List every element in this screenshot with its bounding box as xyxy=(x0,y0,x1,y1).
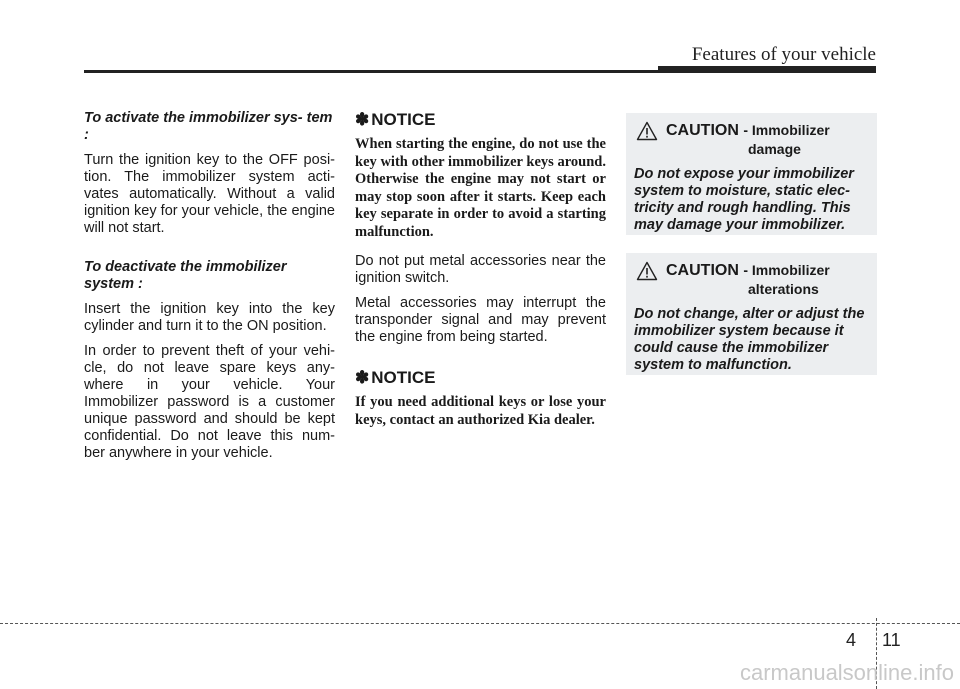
column-middle xyxy=(355,110,606,437)
deactivate-text-2: In order to prevent theft of your vehi- cle, do not leave spare keys any- where in your vehicle. Your Immobilizer password is a customer unique password and should be kept confidential. Do not leave this num- ber anywhere in your vehicle. xyxy=(84,343,335,461)
caution-box-alterations xyxy=(626,253,877,375)
notice-text-2: If you need additional keys or lose your keys, contact an authorized Kia dealer. xyxy=(355,394,606,428)
page-number: 11 xyxy=(882,630,901,650)
warning-triangle-icon xyxy=(636,261,658,281)
metal-accessories-text: Do not put metal accessories near the ignition switch. xyxy=(355,253,606,286)
notice-star-icon: ✽ xyxy=(355,110,370,129)
caution-header xyxy=(634,261,869,298)
caution-text: Do not change, alter or adjust the immobilizer system because it could cause the immobilizer system to malfunction. xyxy=(634,306,865,373)
caution-text: Do not expose your immobilizer system to moisture, static elec- tricity and rough handling. This may damage your immobilizer. xyxy=(634,166,854,233)
caution-subtitle: - Immobilizer xyxy=(743,262,830,278)
footer-rule xyxy=(0,623,960,624)
caution-box-damage xyxy=(626,113,877,235)
notice-star-icon: ✽ xyxy=(355,368,370,387)
notice-label: NOTICE xyxy=(371,368,436,387)
notice-heading-1 xyxy=(355,110,606,130)
activate-text: Turn the ignition key to the OFF posi- tion. The immobilizer system acti- vates automatically. Without a valid ignition key for your vehicle, the engine will not start. xyxy=(84,152,335,236)
column-left xyxy=(84,110,335,470)
caution-subtitle: - Immobilizer xyxy=(743,122,830,138)
deactivate-heading: To deactivate the immobilizer system : xyxy=(84,259,287,292)
watermark: carmanualsonline.info xyxy=(739,660,954,685)
caution-label: CAUTION xyxy=(666,262,739,279)
chapter-number: 4 xyxy=(846,630,857,650)
header-rule-accent xyxy=(658,66,876,73)
notice-label: NOTICE xyxy=(371,110,436,129)
caution-subtitle-2: damage xyxy=(748,141,801,157)
warning-triangle-icon xyxy=(636,121,658,141)
notice-text-1: When starting the engine, do not use the key with other immobilizer keys around. Otherwise the engine may not start or may stop soon after it starts. Keep each key separate in order to avoid a starting malfunction. xyxy=(355,136,606,240)
page-header-title: Features of your vehicle xyxy=(691,44,876,65)
caution-label: CAUTION xyxy=(666,122,739,139)
notice-heading-2 xyxy=(355,368,606,388)
caution-header xyxy=(634,121,869,158)
transponder-text: Metal accessories may interrupt the transponder signal and may prevent the engine from being started. xyxy=(355,295,606,345)
deactivate-text-1: Insert the ignition key into the key cylinder and turn it to the ON position. xyxy=(84,301,335,334)
caution-subtitle-2: alterations xyxy=(748,281,819,297)
activate-heading: To activate the immobilizer sys- tem : xyxy=(84,110,333,143)
